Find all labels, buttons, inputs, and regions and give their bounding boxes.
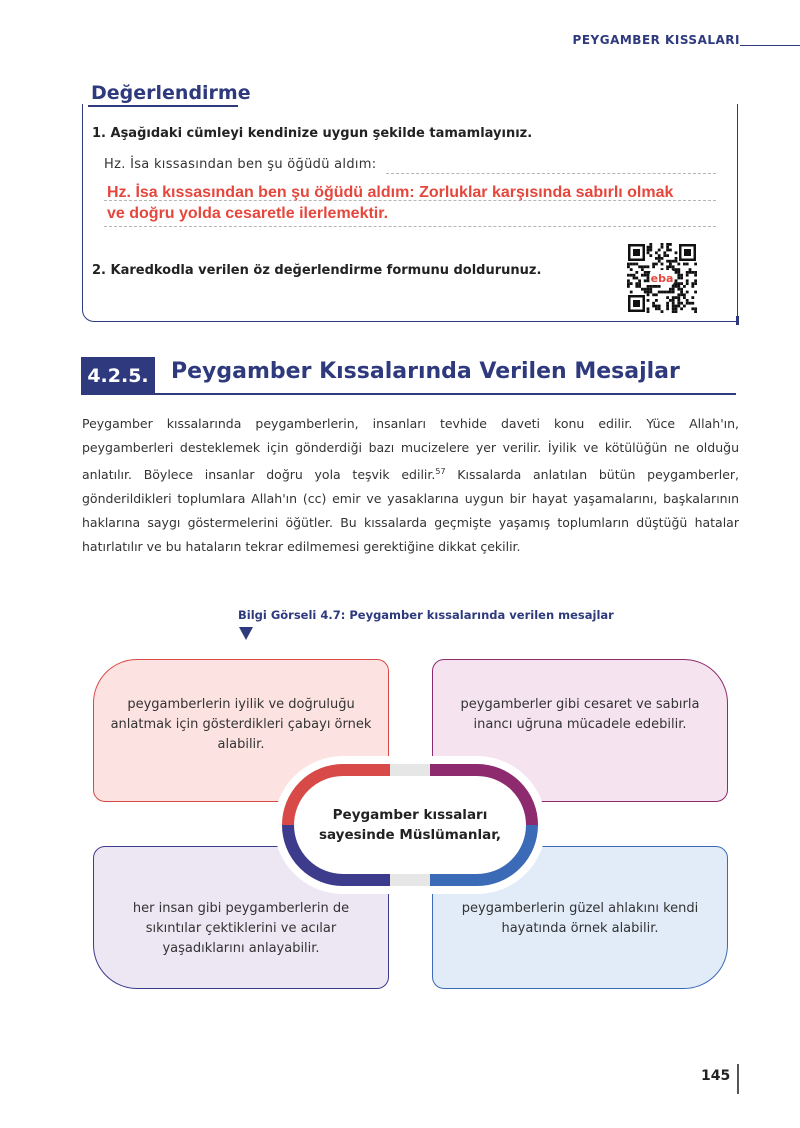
message-card-text: her insan gibi peygamberlerin de sıkıntılar çektiklerini ve acılar yaşadıklarını anlayabilir. — [132, 901, 350, 956]
handwritten-answer-line-1: Hz. İsa kıssasından ben şu öğüdü aldım: Zorluklar karşısında sabırlı olmak — [107, 184, 674, 201]
page-number-bar — [737, 1064, 739, 1094]
center-label-line-1: Peygamber kıssaları — [332, 807, 488, 823]
evaluation-title: Değerlendirme — [91, 82, 255, 104]
message-card-text: peygamberlerin iyilik ve doğruluğu anlatmak için gösterdikleri çabayı örnek alabilir. — [110, 697, 372, 752]
section-number: 4.2.5. — [81, 357, 155, 395]
message-card-text: peygamberler gibi cesaret ve sabırla inancı uğruna mücadele edebilir. — [460, 697, 700, 732]
running-header-rule — [740, 45, 800, 46]
qr-logo-text: eba — [650, 272, 674, 285]
footnote-reference: 57 — [435, 467, 446, 476]
center-label-line-2: sayesinde Müslümanlar, — [318, 827, 502, 843]
answer-dashed-line-3 — [104, 226, 716, 227]
answer-dashed-line-1 — [386, 173, 716, 174]
center-label — [310, 805, 510, 845]
paragraph-part-2: Kıssalarda anlatılan bütün peygamberler, gönderildikleri toplumlara Allah'ın (cc) emir ve yasaklarına uygun bir hayat yaşamalarını, başkalarının haklarına saygı göstermelerini öğütler. Bu kıssalarda geçmişte yaşamış toplumların düştüğü hatalar hatırlatılır ve bu hataların tekrar edilmemesi gerektiğine dikkat çekilir. — [82, 467, 739, 555]
qr-code-icon[interactable] — [627, 243, 697, 313]
figure-caption: Bilgi Görseli 4.7: Peygamber kıssalarında verilen mesajlar — [238, 608, 614, 622]
page-number: 145 — [701, 1068, 731, 1084]
question-1-prompt: Hz. İsa kıssasından ben şu öğüdü aldım: — [104, 157, 377, 172]
handwritten-answer-line-2: ve doğru yolda cesaretle ilerlemektir. — [107, 205, 389, 222]
question-2: 2. Karedkodla verilen öz değerlendirme formunu doldurunuz. — [92, 263, 542, 278]
paragraph-part-1: Peygamber kıssalarında peygamberlerin, insanları tevhide daveti konu edilir. Yüce Allah'ın, peygamberleri desteklemek için gönderdiği bazı mucizelere yer verilir. İyilik ve kötülüğün ne olduğu anlatılır. Böylece insanlar doğru yola teşvik edilir. — [82, 416, 739, 483]
evaluation-box-end-mark — [736, 316, 739, 325]
body-paragraph — [82, 412, 739, 559]
section-title: Peygamber Kıssalarında Verilen Mesajlar — [171, 359, 680, 384]
question-1: 1. Aşağıdaki cümleyi kendinize uygun şekilde tamamlayınız. — [92, 126, 533, 141]
evaluation-title-underline — [88, 105, 238, 107]
message-card-text: peygamberlerin güzel ahlakını kendi hayatında örnek alabilir. — [461, 901, 699, 936]
running-header-title: PEYGAMBER KISSALARI — [572, 33, 740, 47]
section-title-underline — [155, 393, 736, 395]
caption-arrow-icon — [239, 627, 253, 640]
